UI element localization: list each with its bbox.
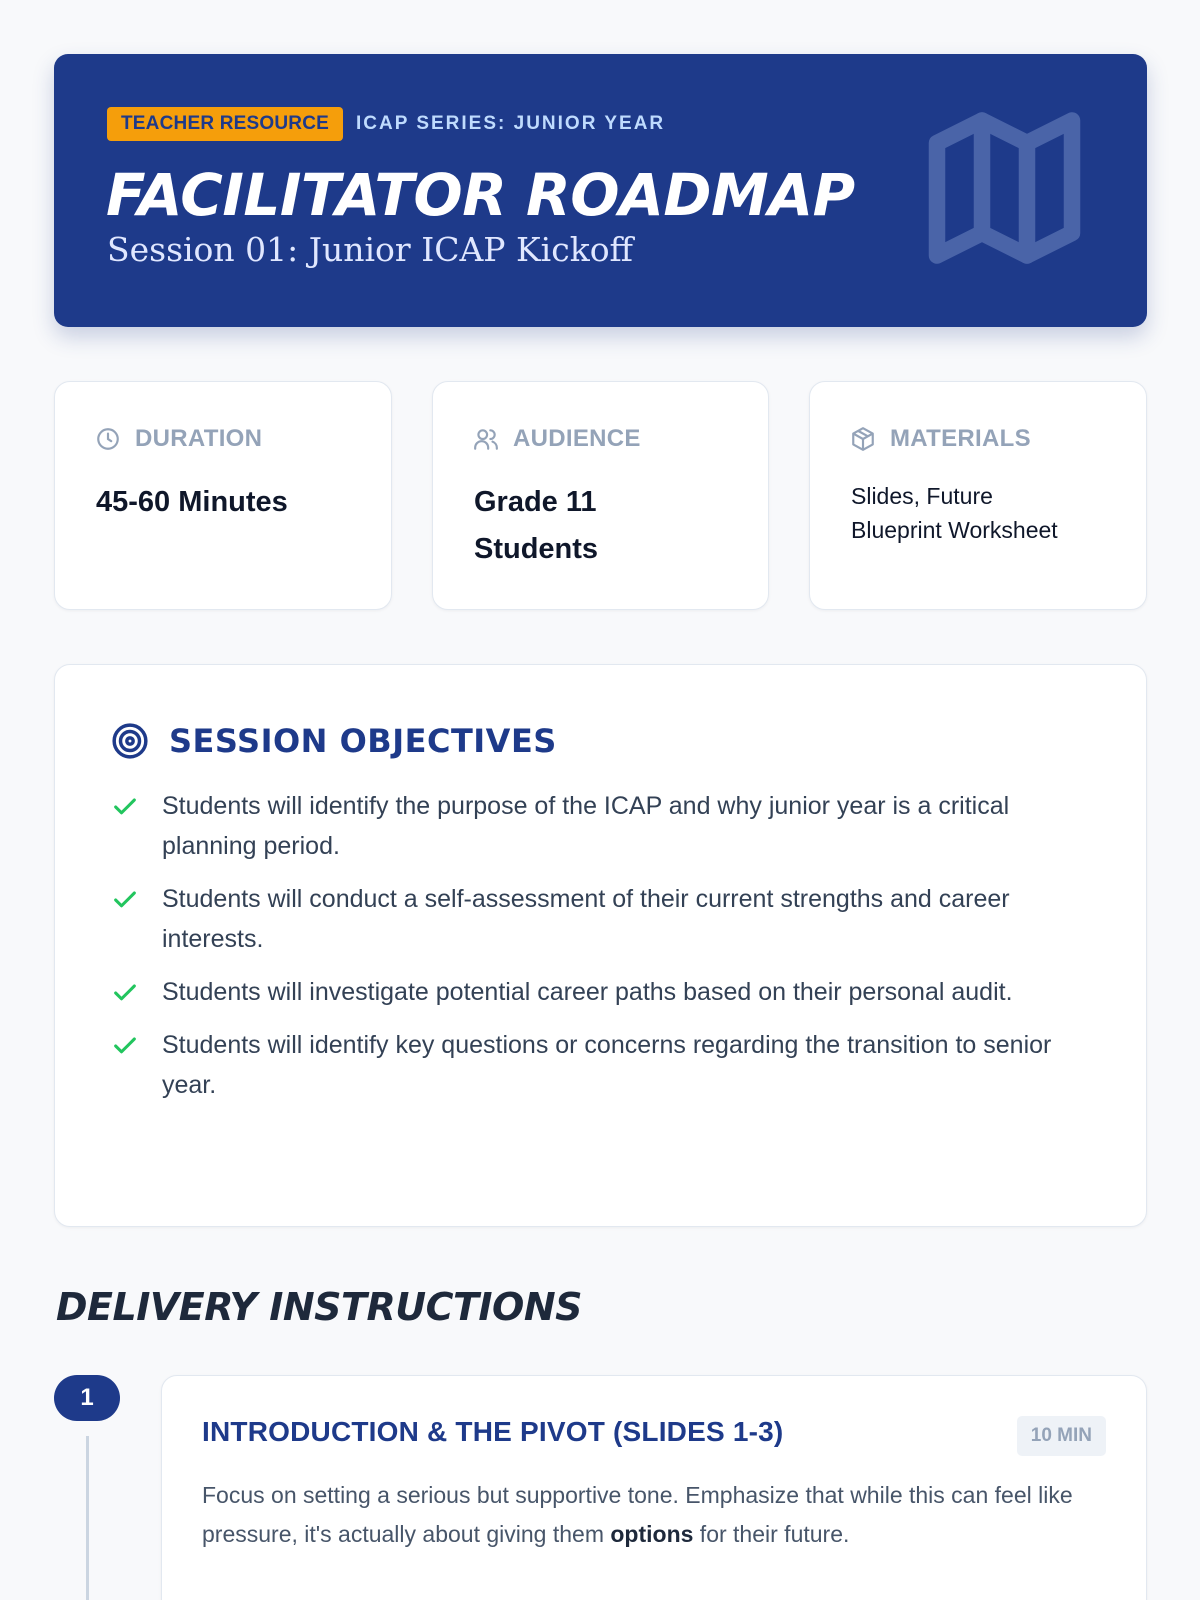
materials-value-line1: Slides, Future <box>851 483 993 509</box>
series-label: ICAP SERIES: JUNIOR YEAR <box>356 113 666 134</box>
objective-text: Students will identify the purpose of the ICAP and why junior year is a critical planning period. <box>162 792 1010 860</box>
materials-value-line2: Blueprint Worksheet <box>851 517 1058 543</box>
objectives-header <box>111 722 557 760</box>
step-card <box>161 1375 1147 1600</box>
materials-label <box>850 425 1031 453</box>
check-icon <box>111 886 139 914</box>
duration-card <box>54 381 392 610</box>
objectives-card <box>54 664 1147 1227</box>
materials-value <box>851 479 1121 547</box>
objectives-list <box>111 793 1101 1125</box>
objective-text: Students will conduct a self-assessment of their current strengths and career interests. <box>162 885 1010 953</box>
clock-icon <box>95 426 121 452</box>
list-item <box>111 886 1101 959</box>
objective-text: Students will investigate potential career paths based on their personal audit. <box>162 978 1013 1006</box>
step-description <box>202 1476 1112 1554</box>
step-number-badge: 1 <box>54 1375 120 1421</box>
list-item <box>111 979 1101 1012</box>
audience-card <box>432 381 769 610</box>
duration-label-text: DURATION <box>135 425 263 452</box>
check-icon <box>111 979 139 1007</box>
audience-value-line2: Students <box>474 533 599 565</box>
page-subtitle: Session 01: Junior ICAP Kickoff <box>107 230 634 269</box>
objective-text: Students will identify key questions or concerns regarding the transition to senior year. <box>162 1031 1052 1099</box>
map-icon <box>912 98 1097 278</box>
materials-label-text: MATERIALS <box>890 425 1031 452</box>
step-time-badge: 10 MIN <box>1017 1416 1106 1456</box>
audience-label <box>473 425 641 453</box>
step-description-text: Focus on setting a serious but supportive tone. Emphasize that while this can feel like pressure, it's actually about giving them <box>202 1482 1073 1547</box>
step-description-end: for their future. <box>693 1521 850 1547</box>
audience-label-text: AUDIENCE <box>513 425 641 452</box>
package-icon <box>850 426 876 452</box>
audience-value-line1: Grade 11 <box>474 486 597 518</box>
delivery-heading: DELIVERY INSTRUCTIONS <box>56 1285 583 1329</box>
check-icon <box>111 793 139 821</box>
target-icon <box>111 722 149 760</box>
list-item <box>111 793 1101 866</box>
hero-banner <box>54 54 1147 327</box>
list-item <box>111 1032 1101 1105</box>
page-title: FACILITATOR ROADMAP <box>106 161 855 229</box>
materials-card <box>809 381 1147 610</box>
resource-badge: TEACHER RESOURCE <box>107 107 343 141</box>
step-description-emphasis: options <box>610 1521 694 1547</box>
step-title: INTRODUCTION & THE PIVOT (SLIDES 1-3) <box>202 1416 784 1447</box>
timeline-line <box>86 1436 89 1600</box>
duration-label <box>95 425 262 453</box>
check-icon <box>111 1032 139 1060</box>
objectives-heading: SESSION OBJECTIVES <box>169 722 557 760</box>
duration-value: 45-60 Minutes <box>96 486 288 518</box>
users-icon <box>473 426 499 452</box>
hero-tag-row <box>107 107 665 141</box>
audience-value <box>474 479 744 573</box>
